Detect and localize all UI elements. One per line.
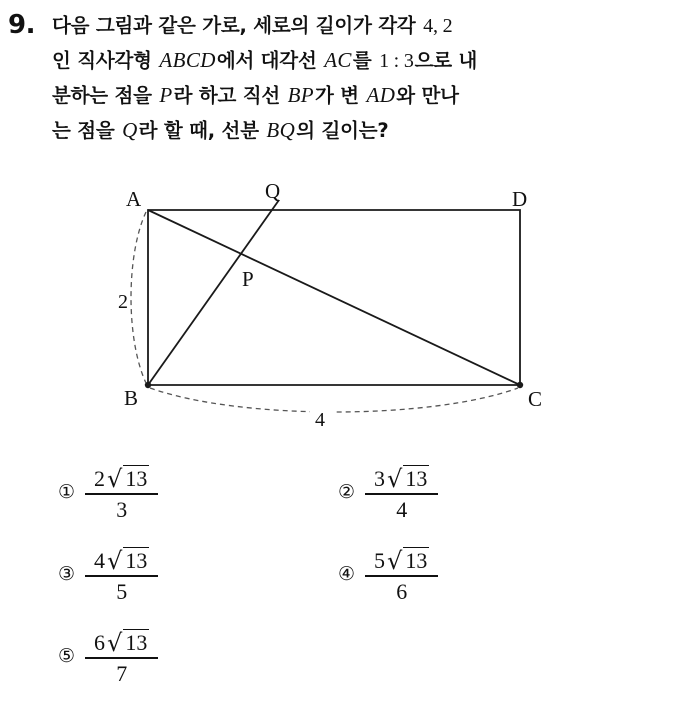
label-height: 2: [118, 291, 128, 313]
radicand-value: 13: [125, 548, 148, 573]
label-c: C: [528, 387, 543, 411]
choice-marker: ④: [338, 563, 356, 586]
choice-option-1[interactable]: [58, 465, 158, 521]
math-variable: ABCD: [159, 48, 216, 72]
fraction-denominator: 5: [116, 578, 128, 604]
choice-option-5[interactable]: [58, 629, 158, 685]
math-variable: BQ: [266, 118, 296, 142]
sqrt-icon: √: [107, 629, 123, 657]
question-text-run: 인 직사각형: [52, 49, 159, 72]
label-b: B: [124, 386, 139, 410]
label-d: D: [512, 187, 528, 211]
choice-marker: ③: [58, 563, 76, 586]
choice-marker: ①: [58, 481, 76, 504]
math-variable: BP: [287, 83, 315, 107]
numerator-coefficient: 6: [94, 630, 106, 655]
geometry-figure: [0, 180, 680, 450]
sqrt-icon: √: [107, 547, 123, 575]
fraction-denominator: 3: [116, 496, 128, 522]
label-p: P: [242, 267, 254, 291]
question-text-run: 분하는 점을: [52, 84, 159, 107]
math-number: 1 : 3: [379, 50, 414, 72]
math-number: 4, 2: [423, 15, 453, 37]
question-line: [52, 9, 652, 43]
radicand-value: 13: [125, 630, 148, 655]
fraction-numerator: [85, 465, 158, 493]
radicand-value: 13: [405, 548, 428, 573]
choice-option-3[interactable]: [58, 547, 158, 603]
question-text-run: 에서 대각선: [216, 49, 324, 72]
numerator-coefficient: 2: [94, 466, 106, 491]
label-a: A: [126, 187, 142, 211]
math-variable: P: [159, 83, 173, 107]
line-bq: [148, 200, 279, 385]
point-c-dot: [517, 382, 523, 388]
question-text-run: 는 점을: [52, 119, 122, 142]
fraction-numerator: [85, 629, 158, 657]
question-text-run: 의 길이는?: [296, 119, 389, 142]
numerator-coefficient: 5: [374, 548, 386, 573]
question-line: [52, 113, 652, 148]
height-dimension-arc: [131, 212, 146, 383]
question-text-run: 으로 내: [414, 49, 478, 72]
fraction-denominator: 7: [116, 660, 128, 686]
question-text: [52, 9, 652, 148]
choice-fraction: [365, 465, 438, 521]
math-variable: AD: [366, 83, 396, 107]
radicand-value: 13: [125, 466, 148, 491]
choice-fraction: [85, 465, 158, 521]
question-text-run: 와 만나: [396, 84, 459, 107]
question-text-run: 를: [352, 49, 379, 72]
fraction-denominator: 6: [396, 578, 408, 604]
numerator-coefficient: 4: [94, 548, 106, 573]
diagonal-ac: [148, 210, 520, 385]
fraction-numerator: [365, 465, 438, 493]
label-q: Q: [265, 180, 281, 203]
fraction-numerator: [365, 547, 438, 575]
question-line: [52, 43, 652, 78]
question-text-run: 다음 그림과 같은 가로, 세로의 길이가 각각: [52, 14, 423, 37]
choice-fraction: [365, 547, 438, 603]
question-number: 9.: [8, 10, 35, 40]
numerator-coefficient: 3: [374, 466, 386, 491]
label-width: 4: [315, 409, 325, 431]
fraction-numerator: [85, 547, 158, 575]
choice-option-2[interactable]: [338, 465, 438, 521]
sqrt-icon: √: [107, 465, 123, 493]
math-variable: AC: [324, 48, 352, 72]
radicand-value: 13: [405, 466, 428, 491]
choice-marker: ②: [338, 481, 356, 504]
sqrt-icon: √: [387, 547, 403, 575]
math-variable: Q: [122, 118, 138, 142]
question-text-run: 가 변: [315, 84, 366, 107]
fraction-denominator: 4: [396, 496, 408, 522]
question-text-run: 라 하고 직선: [173, 84, 287, 107]
question-line: [52, 78, 652, 113]
choice-option-4[interactable]: [338, 547, 438, 603]
answer-choices: [0, 455, 680, 705]
choice-fraction: [85, 629, 158, 685]
choice-marker: ⑤: [58, 645, 76, 668]
sqrt-icon: √: [387, 465, 403, 493]
question-text-run: 라 할 때, 선분: [138, 119, 266, 142]
choice-fraction: [85, 547, 158, 603]
